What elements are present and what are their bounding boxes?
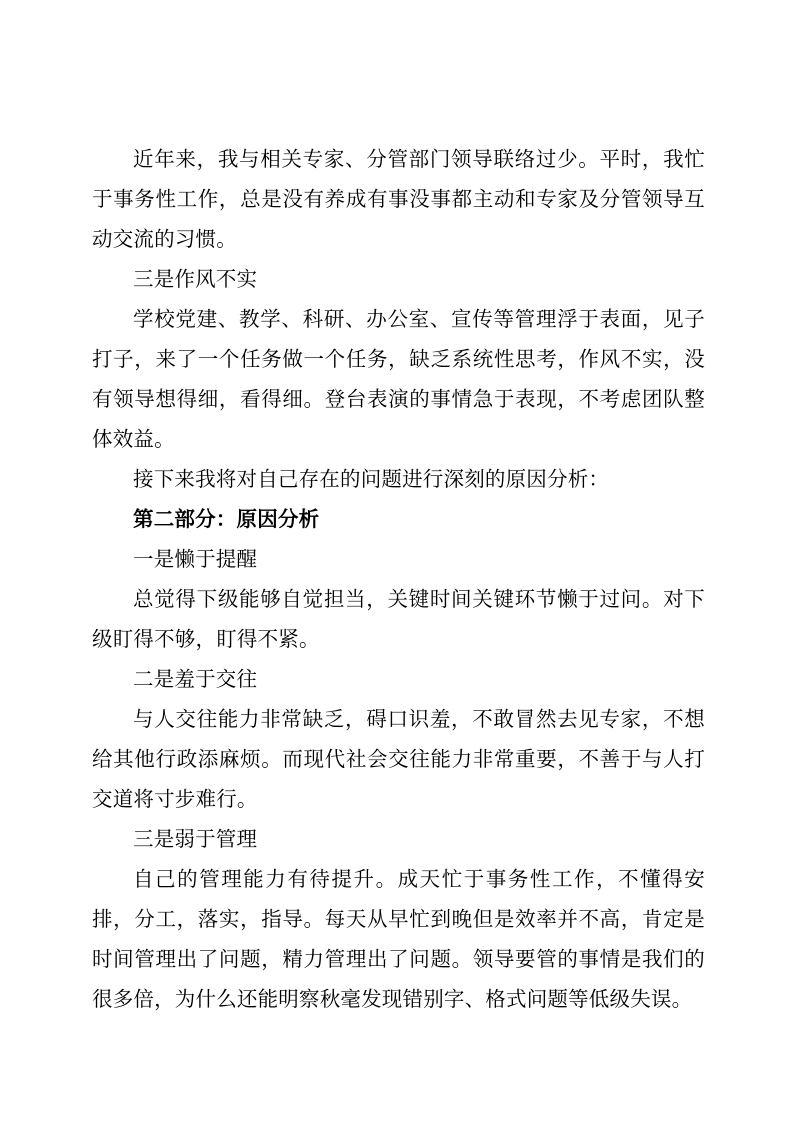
subheading-third-weak-management: 三是弱于管理	[133, 829, 258, 851]
paragraph-management-ability: 自己的管理能力有待提升。成天忙于事务性工作，不懂得安排，分工，落实，指导。每天从早忙到晚但是效率并不高，肯定是时间管理出了问题，精力管理出了问题。领导要管的事情是我们的很多倍，为什么还能明察秋毫发现错别字、格式问题等低级失误。	[92, 869, 705, 1011]
heading-part-two: 第二部分：原因分析	[133, 509, 320, 531]
subheading-first-lazy-reminder: 一是懒于提醒	[133, 549, 258, 571]
paragraph-recent-years: 近年来，我与相关专家、分管部门领导联络过少。平时，我忙于事务性工作，总是没有养成有事没事都主动和专家及分管领导互动交流的习惯。	[92, 149, 705, 251]
paragraph-transition-to-analysis: 接下来我将对自己存在的问题进行深刻的原因分析：	[133, 469, 610, 491]
paragraph-subordinates-self-aware: 总觉得下级能够自觉担当，关键时间关键环节懒于过问。对下级盯得不够，盯得不紧。	[92, 589, 705, 651]
subheading-second-shy-socializing: 二是羞于交往	[133, 669, 258, 691]
subheading-third-style-not-solid: 三是作风不实	[133, 269, 258, 291]
paragraph-school-management: 学校党建、教学、科研、办公室、宣传等管理浮于表面，见子打子，来了一个任务做一个任务，缺乏系统性思考，作风不实，没有领导想得细，看得细。登台表演的事情急于表现，不考虑团队整体效益。	[92, 309, 705, 451]
document-body	[92, 140, 705, 1020]
paragraph-social-ability: 与人交往能力非常缺乏，碍口识羞，不敢冒然去见专家，不想给其他行政添麻烦。而现代社会交往能力非常重要，不善于与人打交道将寸步难行。	[92, 709, 705, 811]
